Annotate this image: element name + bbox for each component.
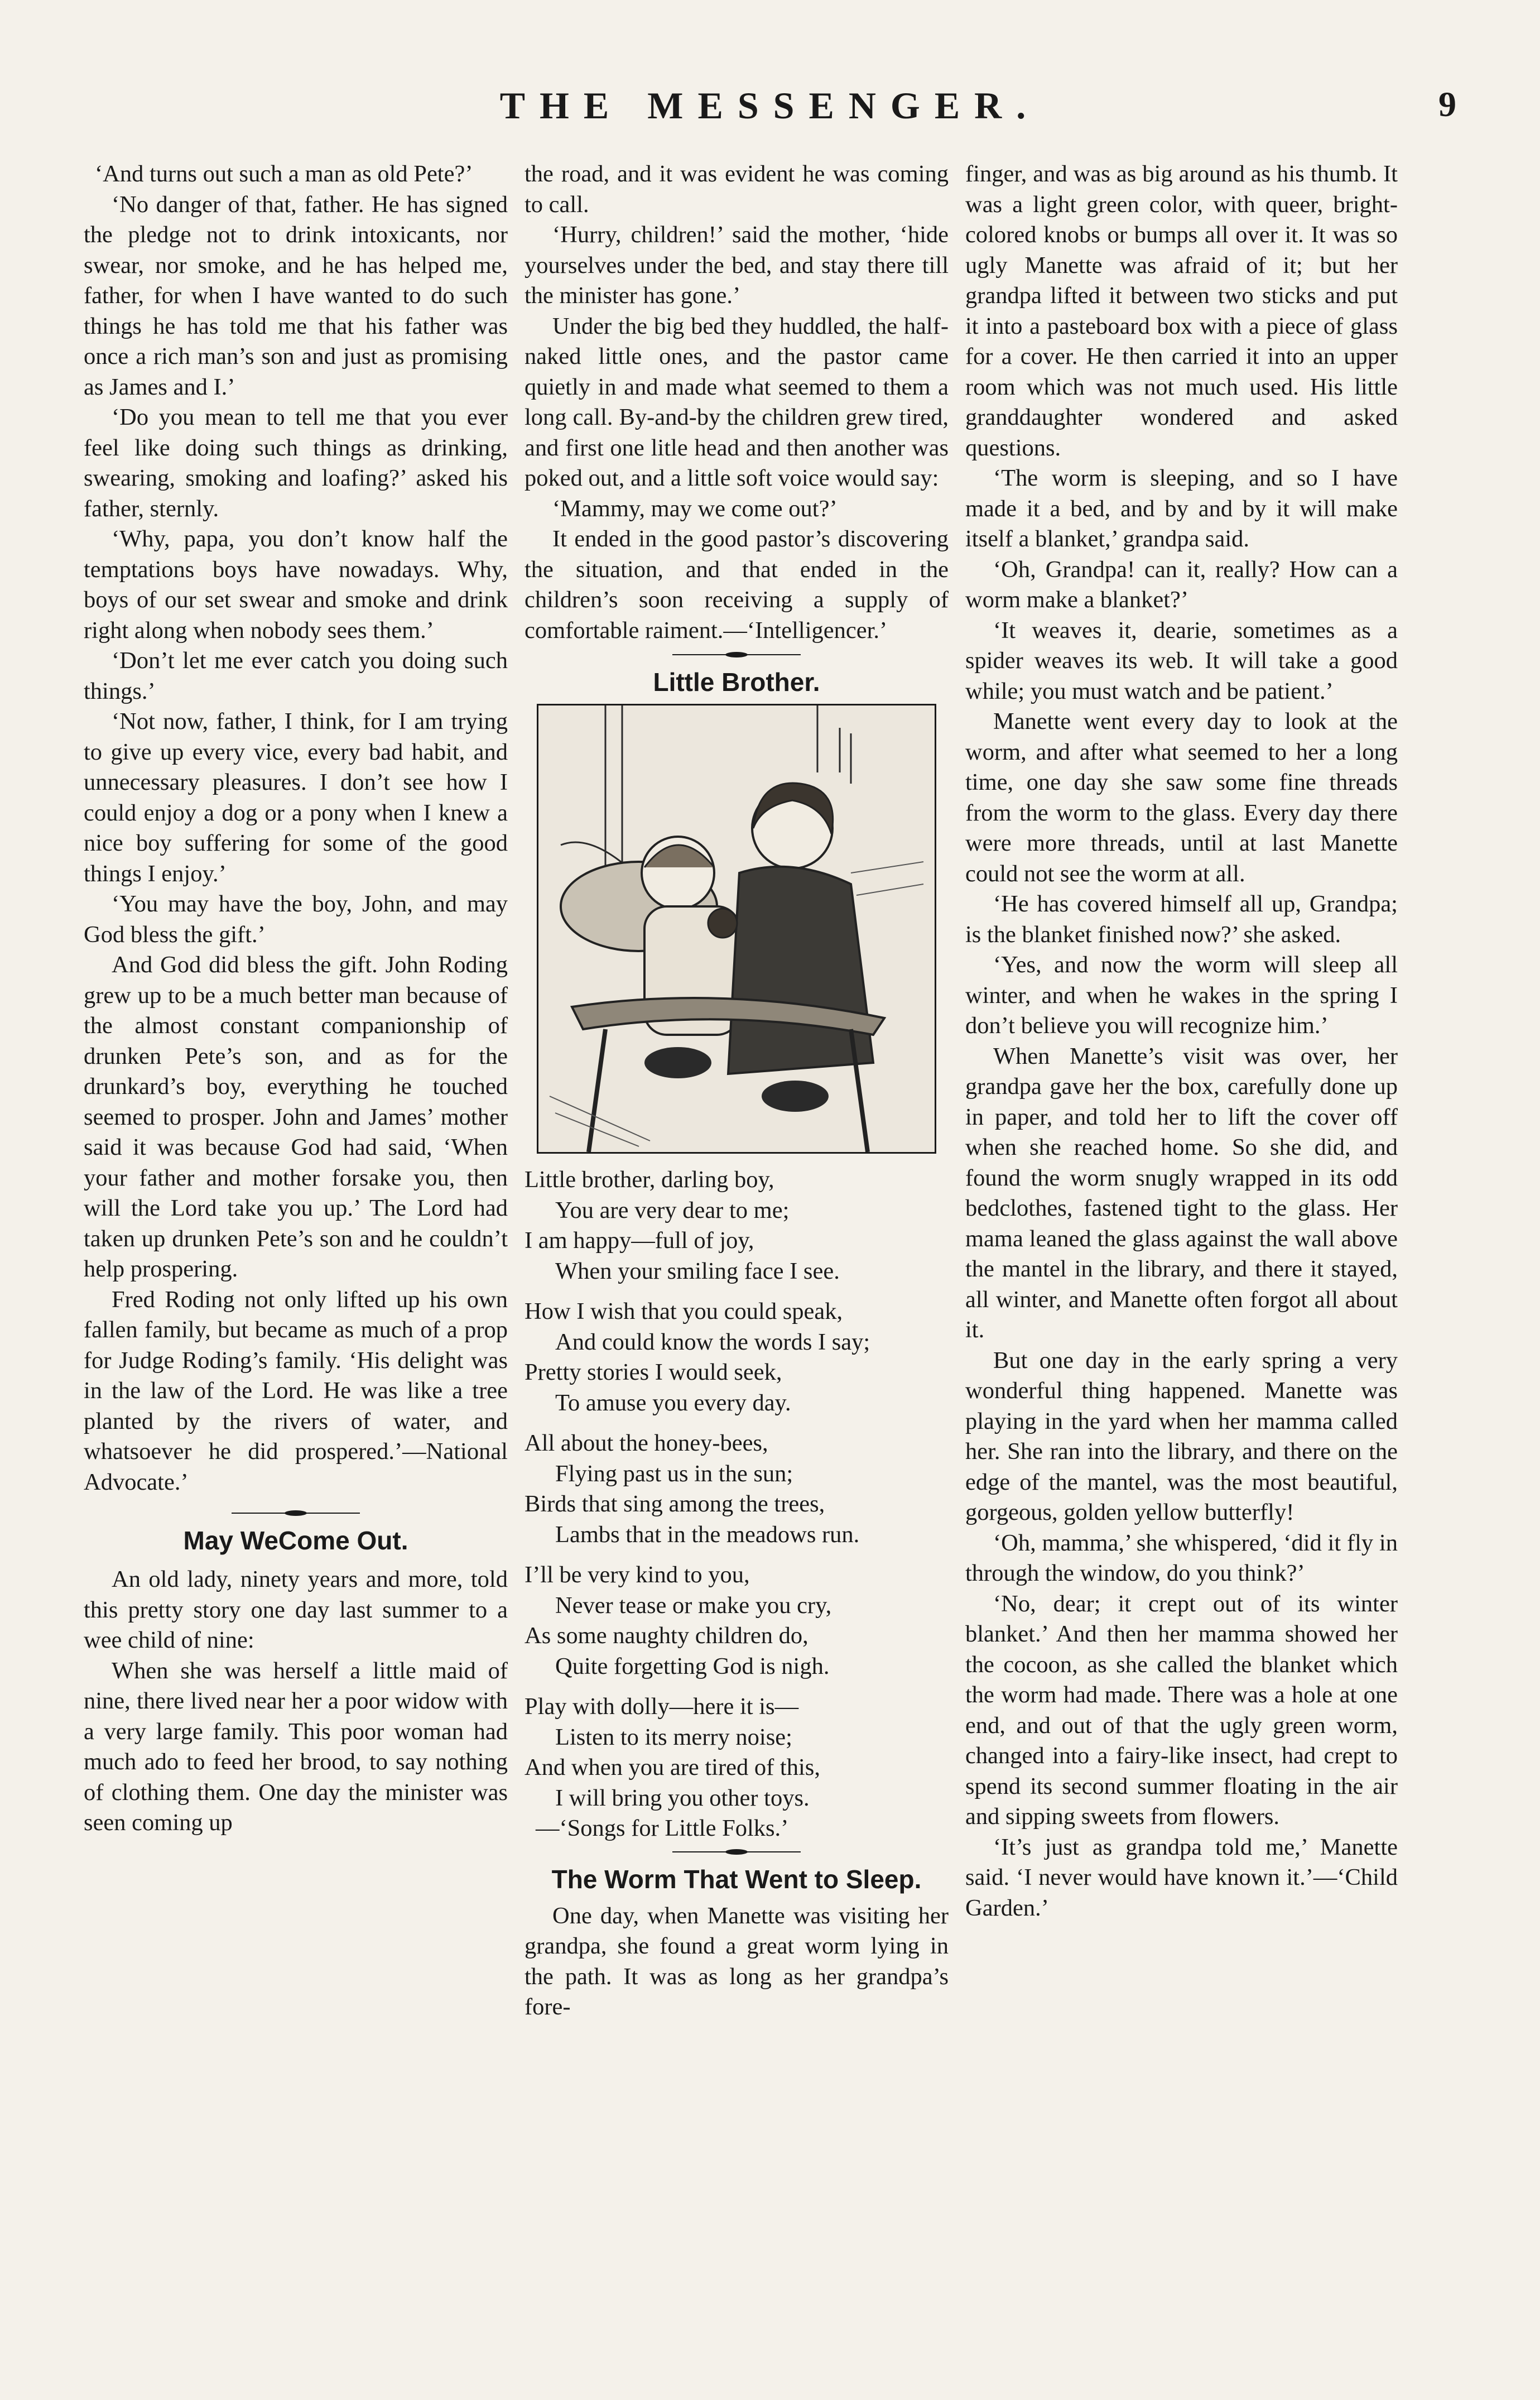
paragraph: An old lady, ninety years and more, told this pretty story one day last summer to a wee child of nine:	[84, 1566, 508, 1653]
poem-line: As some naughty children do,	[524, 1623, 808, 1649]
poem-stanza	[524, 1165, 949, 1287]
page-number: 9	[1438, 84, 1456, 124]
poem-line: Play with dolly—here it is—	[524, 1693, 799, 1720]
poem-credit: —‘Songs for Little Folks.’	[536, 1815, 789, 1841]
paragraph: ‘Why, papa, you don’t know half the temptations boys have nowadays. Why, boys of our set swear and smoke and drink right along when nobody sees them.’	[84, 526, 508, 644]
paragraph: ‘It’s just as grandpa told me,’ Manette said. ‘I never would have known it.’—‘Child Garden.’	[965, 1833, 1398, 1921]
poem-stanza	[524, 1428, 949, 1550]
paragraph: But one day in the early spring a very wonderful thing happened. Manette was playing in the yard when her mamma called her. She ran into the library, and there on the edge of the mantel, was the most beautiful, gorgeous, golden yellow butterfly!	[965, 1347, 1398, 1525]
paragraph: ‘Oh, Grandpa! can it, really? How can a worm make a blanket?’	[965, 556, 1398, 613]
paragraph: ‘No, dear; it crept out of its winter blanket.’ And then her mamma showed her the cocoon, as she called the blanket which the worm had made. There was a hole at one end, and out of that the ugly green worm, changed into a fairy-like insect, had crept to spend its second summer floating in the air and sipping sweets from flowers.	[965, 1590, 1398, 1830]
paragraph: ‘Don’t let me ever catch you doing such things.’	[84, 647, 508, 704]
engraving-illustration	[537, 704, 936, 1154]
poem-line: And could know the words I say;	[555, 1328, 870, 1355]
paragraph: finger, and was as big around as his thumb. It was a light green color, with queer, bright-colored knobs or bumps all over it. It was so ugly Manette was afraid of it; but her grandpa lifted it between two sticks and put it into a pasteboard box with a piece of glass for a cover. He then carried it into an upper room which was not much used. His little granddaughter wondered and asked questions.	[965, 161, 1398, 461]
poem-line: When your smiling face I see.	[555, 1257, 840, 1284]
column-3	[965, 159, 1398, 1923]
poem-line: Lambs that in the meadows run.	[555, 1521, 860, 1548]
column-1	[84, 159, 508, 1839]
paragraph: One day, when Manette was visiting her grandpa, she found a great worm lying in the path. It was as long as her grandpa’s fore-	[524, 1902, 949, 2020]
paragraph: And God did bless the gift. John Roding grew up to be a much better man because of the almost constant companionship of drunken Pete’s son, and as for the drunkard’s boy, everything he touched seemed to prosper. John and James’ mother said it was because God had said, ‘When your father and mother forsake you, then will the Lord take you up.’ The Lord had taken up drunken Pete’s son and he couldn’t help prospering.	[84, 952, 508, 1282]
paragraph: ‘The worm is sleeping, and so I have made it a bed, and by and by it will make itself a blanket,’ grandpa said.	[965, 465, 1398, 552]
paragraph: It ended in the good pastor’s discovering the situation, and that ended in the children’s soon receiving a supply of comfortable raiment.—‘Intelligencer.’	[524, 526, 949, 644]
children-illustration	[538, 705, 935, 1152]
paragraph: ‘You may have the boy, John, and may God bless the gift.’	[84, 891, 508, 948]
paragraph: ‘Hurry, children!’ said the mother, ‘hide yourselves under the bed, and stay there till the minister has gone.’	[524, 222, 949, 309]
poem-line: I’ll be very kind to you,	[524, 1562, 750, 1588]
poem-line: I am happy—full of joy,	[524, 1227, 754, 1254]
article-heading: May WeCome Out.	[183, 1526, 408, 1555]
poem-line: Pretty stories I would seek,	[524, 1359, 782, 1385]
section-divider	[232, 1510, 360, 1516]
poem-line: Quite forgetting God is nigh.	[555, 1653, 830, 1679]
paragraph: Fred Roding not only lifted up his own fallen family, but became as much of a prop for Judge Roding’s family. ‘His delight was in the law of the Lord. He was like a tree planted by the rivers of water, and whatsoever he did prospered.’—National Advocate.’	[84, 1286, 508, 1495]
paragraph: When she was herself a little maid of nine, there lived near her a poor widow with a very large family. This poor woman had much ado to feed her brood, to say nothing of clothing them. One day the minister was seen coming up	[84, 1657, 508, 1836]
poem-stanza	[524, 1297, 949, 1418]
article-heading: The Worm That Went to Sleep.	[551, 1864, 922, 1894]
poem-stanza	[524, 1560, 949, 1682]
masthead-title: THE MESSENGER.	[499, 84, 1041, 127]
poem-line: All about the honey-bees,	[524, 1430, 768, 1456]
masthead	[0, 84, 1540, 151]
poem-line: Birds that sing among the trees,	[524, 1491, 825, 1517]
poem-line: How I wish that you could speak,	[524, 1298, 843, 1324]
poem-line: Little brother, darling boy,	[524, 1167, 774, 1193]
paragraph: When Manette’s visit was over, her grandpa gave her the box, carefully done up in paper, and told her to lift the cover off when she reached home. So she did, and found the worm snugly wrapped in its odd bedclothes, fastened tight to the glass. Her mama leaned the glass against the wall above the mantel in the library, and there it stayed, all winter, and Manette often forgot all about it.	[965, 1043, 1398, 1343]
poem-line: And when you are tired of this,	[524, 1754, 820, 1780]
paragraph: ‘No danger of that, father. He has signed the pledge not to drink intoxicants, nor swear, nor smoke, and he has helped me, father, for when I have wanted to do such things he has told me that his father was once a rich man’s son and just as promising as James and I.’	[84, 191, 508, 400]
poem-line: Never tease or make you cry,	[555, 1592, 832, 1619]
paragraph: Manette went every day to look at the worm, and after what seemed to her a long time, one day she saw some fine threads from the worm to the glass. Every day there were more threads, until at last Manette could not see the worm at all.	[965, 708, 1398, 887]
paragraph: ‘Do you mean to tell me that you ever feel like doing such things as drinking, swearing, smoking and loafing?’ asked his father, sternly.	[84, 404, 508, 522]
poem-line: You are very dear to me;	[555, 1197, 790, 1223]
poem	[524, 1165, 949, 1844]
poem-line: Listen to its merry noise;	[555, 1724, 792, 1750]
paragraph: ‘Not now, father, I think, for I am trying to give up every vice, every bad habit, and unnecessary pleasures. I don’t see how I could enjoy a dog or a pony when I knew a nice boy suffering for some of the good things I enjoy.’	[84, 708, 508, 887]
paragraph: ‘Mammy, may we come out?’	[552, 495, 838, 522]
poem-line: Flying past us in the sun;	[555, 1460, 793, 1487]
poem-stanza	[524, 1692, 949, 1813]
column-2	[524, 159, 949, 2023]
paragraph: ‘It weaves it, dearie, sometimes as a spider weaves its web. It will take a good while; you must watch and be patient.’	[965, 617, 1398, 704]
paragraph: ‘Yes, and now the worm will sleep all winter, and when he wakes in the spring I don’t believe you will recognize him.’	[965, 952, 1398, 1039]
paragraph: ‘He has covered himself all up, Grandpa; is the blanket finished now?’ she asked.	[965, 891, 1398, 948]
section-divider	[672, 1849, 801, 1855]
poem-line: To amuse you every day.	[555, 1389, 791, 1416]
section-divider	[672, 651, 801, 658]
paragraph: the road, and it was evident he was coming to call.	[524, 161, 949, 218]
paragraph: ‘Oh, mamma,’ she whispered, ‘did it fly in through the window, do you think?’	[965, 1529, 1398, 1586]
paragraph: Under the big bed they huddled, the half-naked little ones, and the pastor came quietly in and made what seemed to them a long call. By-and-by the children grew tired, and first one litle head and then another was poked out, and a little soft voice would say:	[524, 313, 949, 491]
poem-line: I will bring you other toys.	[555, 1784, 810, 1811]
poem-heading: Little Brother.	[653, 668, 820, 697]
paragraph: ‘And turns out such a man as old Pete?’	[95, 161, 473, 187]
